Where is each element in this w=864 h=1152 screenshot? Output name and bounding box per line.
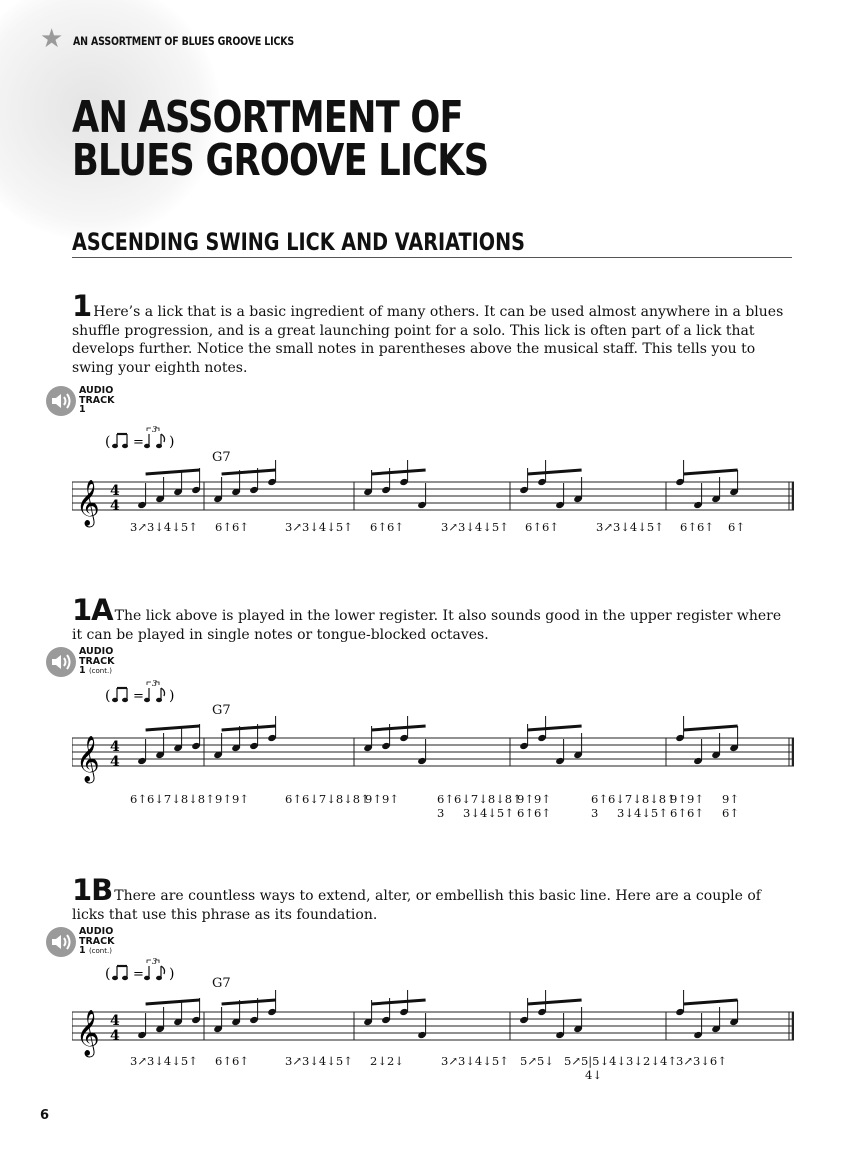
section-title: ASCENDING SWING LICK AND VARIATIONS — [72, 228, 525, 256]
chord-symbol: G7 — [212, 976, 231, 991]
svg-text:4: 4 — [110, 1013, 120, 1029]
svg-text:4: 4 — [110, 1028, 120, 1044]
tab-group: 3↗3↓4↓5↑ — [285, 1054, 353, 1068]
track-cont: (cont.) — [88, 667, 112, 675]
lick-number: 1A — [72, 593, 113, 627]
tab-group: 6↑6↓7↓8↓8↑ — [285, 792, 370, 806]
equals-sign: = — [133, 435, 144, 450]
tab-group: 6↑6↓7↓8↓8↑ — [437, 792, 522, 806]
tab-group: 6↑6↑ — [370, 520, 404, 534]
tab-group: 9↑9↑ — [365, 792, 399, 806]
music-staff — [72, 716, 794, 786]
svg-text:𝄞: 𝄞 — [76, 480, 100, 526]
speaker-icon — [46, 386, 76, 416]
section-rule — [72, 257, 792, 258]
lick-1a-paragraph — [72, 593, 794, 644]
tab-group: 6↑6↑ — [525, 520, 559, 534]
triplet-3: 3 — [152, 680, 158, 688]
tab-group-low: 3 — [591, 806, 599, 820]
audio-label: AUDIO — [79, 926, 114, 937]
tab-group: 3↗3↓6↑ — [676, 1054, 727, 1068]
track-number: 1 — [79, 665, 86, 676]
speaker-icon — [46, 647, 76, 677]
tab-group: 9↑9↑ — [517, 792, 551, 806]
chapter-title-line1: AN ASSORTMENT OF — [72, 92, 463, 143]
lick-text: Here’s a lick that is a basic ingredient of many others. It can be used almost anywhere in a blues shuffle progression, and is a great launching point for a solo. This lick is often part of a lick that develops further. Notice the small notes in parentheses above the musical staff. This tells you to swing your eighth notes. — [72, 304, 784, 376]
swing-notation — [105, 680, 195, 708]
svg-text:(: ( — [105, 434, 111, 450]
tab-group: 2↓2↓ — [370, 1054, 404, 1068]
triplet-3: 3 — [152, 958, 158, 966]
lick-number: 1 — [72, 289, 92, 323]
tab-group: 6↑6↑ — [680, 520, 714, 534]
svg-text:4: 4 — [110, 739, 120, 755]
page-number: 6 — [40, 1108, 50, 1123]
tab-group-low: 6↑6↑ — [517, 806, 551, 820]
chapter-title-line2: BLUES GROOVE LICKS — [72, 135, 489, 186]
running-header: AN ASSORTMENT OF BLUES GROOVE LICKS — [73, 34, 295, 48]
tab-group: 6↑6↓7↓8↓8↑ — [130, 792, 215, 806]
tab-group-low: 3↓4↓5↑ — [617, 806, 668, 820]
tab-group: 6↑6↑ — [215, 520, 249, 534]
audio-label: AUDIO — [79, 646, 114, 657]
track-label: TRACK — [79, 655, 115, 667]
lick-text: The lick above is played in the lower register. It also sounds good in the upper register where it can be played in single notes or tongue-blocked octaves. — [72, 608, 782, 643]
track-label: TRACK — [79, 394, 115, 406]
svg-text:𝄞: 𝄞 — [76, 736, 100, 782]
tab-group-low: 6↑6↑ — [670, 806, 704, 820]
audio-label: AUDIO — [79, 385, 114, 396]
tab-group: 3↗3↓4↓5↑ — [596, 520, 664, 534]
tab-group: 9↑9↑ — [670, 792, 704, 806]
equals-sign: = — [133, 967, 144, 982]
svg-text:4: 4 — [110, 483, 120, 499]
track-number: 1 — [79, 945, 86, 956]
lick-number: 1B — [72, 873, 113, 907]
track-label: TRACK — [79, 935, 115, 947]
tab-group: 6↑6↓7↓8↓8↑ — [591, 792, 676, 806]
svg-text:4: 4 — [110, 498, 120, 514]
svg-text:): ) — [169, 688, 175, 704]
track-cont: (cont.) — [88, 947, 112, 955]
tab-group: 3↗3↓4↓5↑ — [441, 520, 509, 534]
tab-group: 9↑9↑ — [215, 792, 249, 806]
tab-group-low: 3 — [437, 806, 445, 820]
tab-group: 9↑ — [722, 792, 739, 806]
chord-symbol: G7 — [212, 450, 231, 465]
tab-group: 5↗5↓ — [520, 1054, 554, 1068]
tab-group: 3↗3↓4↓5↑ — [285, 520, 353, 534]
chord-symbol: G7 — [212, 703, 231, 718]
tab-group: 3↗3↓4↓5↑ — [130, 1054, 198, 1068]
tab-group-low: 4↓ — [585, 1068, 602, 1082]
equals-sign: = — [133, 689, 144, 704]
star-icon: ★ — [40, 24, 64, 54]
svg-text:4: 4 — [110, 754, 120, 770]
svg-text:): ) — [169, 966, 175, 982]
tab-group: 3↗3↓4↓5↑ — [441, 1054, 509, 1068]
svg-text:(: ( — [105, 688, 111, 704]
svg-text:): ) — [169, 434, 175, 450]
tab-group: 3↗3↓4↓5↑ — [130, 520, 198, 534]
tab-group: 5↗5|5↓4↓3↓2↓4↑ — [564, 1054, 677, 1068]
chapter-title — [72, 92, 489, 186]
swing-notation — [105, 958, 195, 986]
track-number: 1 — [79, 404, 86, 415]
music-staff — [72, 990, 794, 1060]
tab-group-low: 6↑ — [722, 806, 739, 820]
lick-text: There are countless ways to extend, alter, or embellish this basic line. Here are a couple of licks that use this phrase as its foundation. — [72, 888, 761, 923]
tab-group: 6↑ — [728, 520, 745, 534]
swing-notation — [105, 426, 195, 454]
audio-track-badge[interactable] — [46, 386, 146, 430]
svg-text:𝄞: 𝄞 — [76, 1010, 100, 1056]
speaker-icon — [46, 927, 76, 957]
svg-text:(: ( — [105, 966, 111, 982]
triplet-3: 3 — [152, 426, 158, 434]
lick-1b-paragraph — [72, 873, 794, 924]
lick-1-paragraph — [72, 289, 794, 377]
tab-group: 6↑6↑ — [215, 1054, 249, 1068]
tab-group-low: 3↓4↓5↑ — [463, 806, 514, 820]
